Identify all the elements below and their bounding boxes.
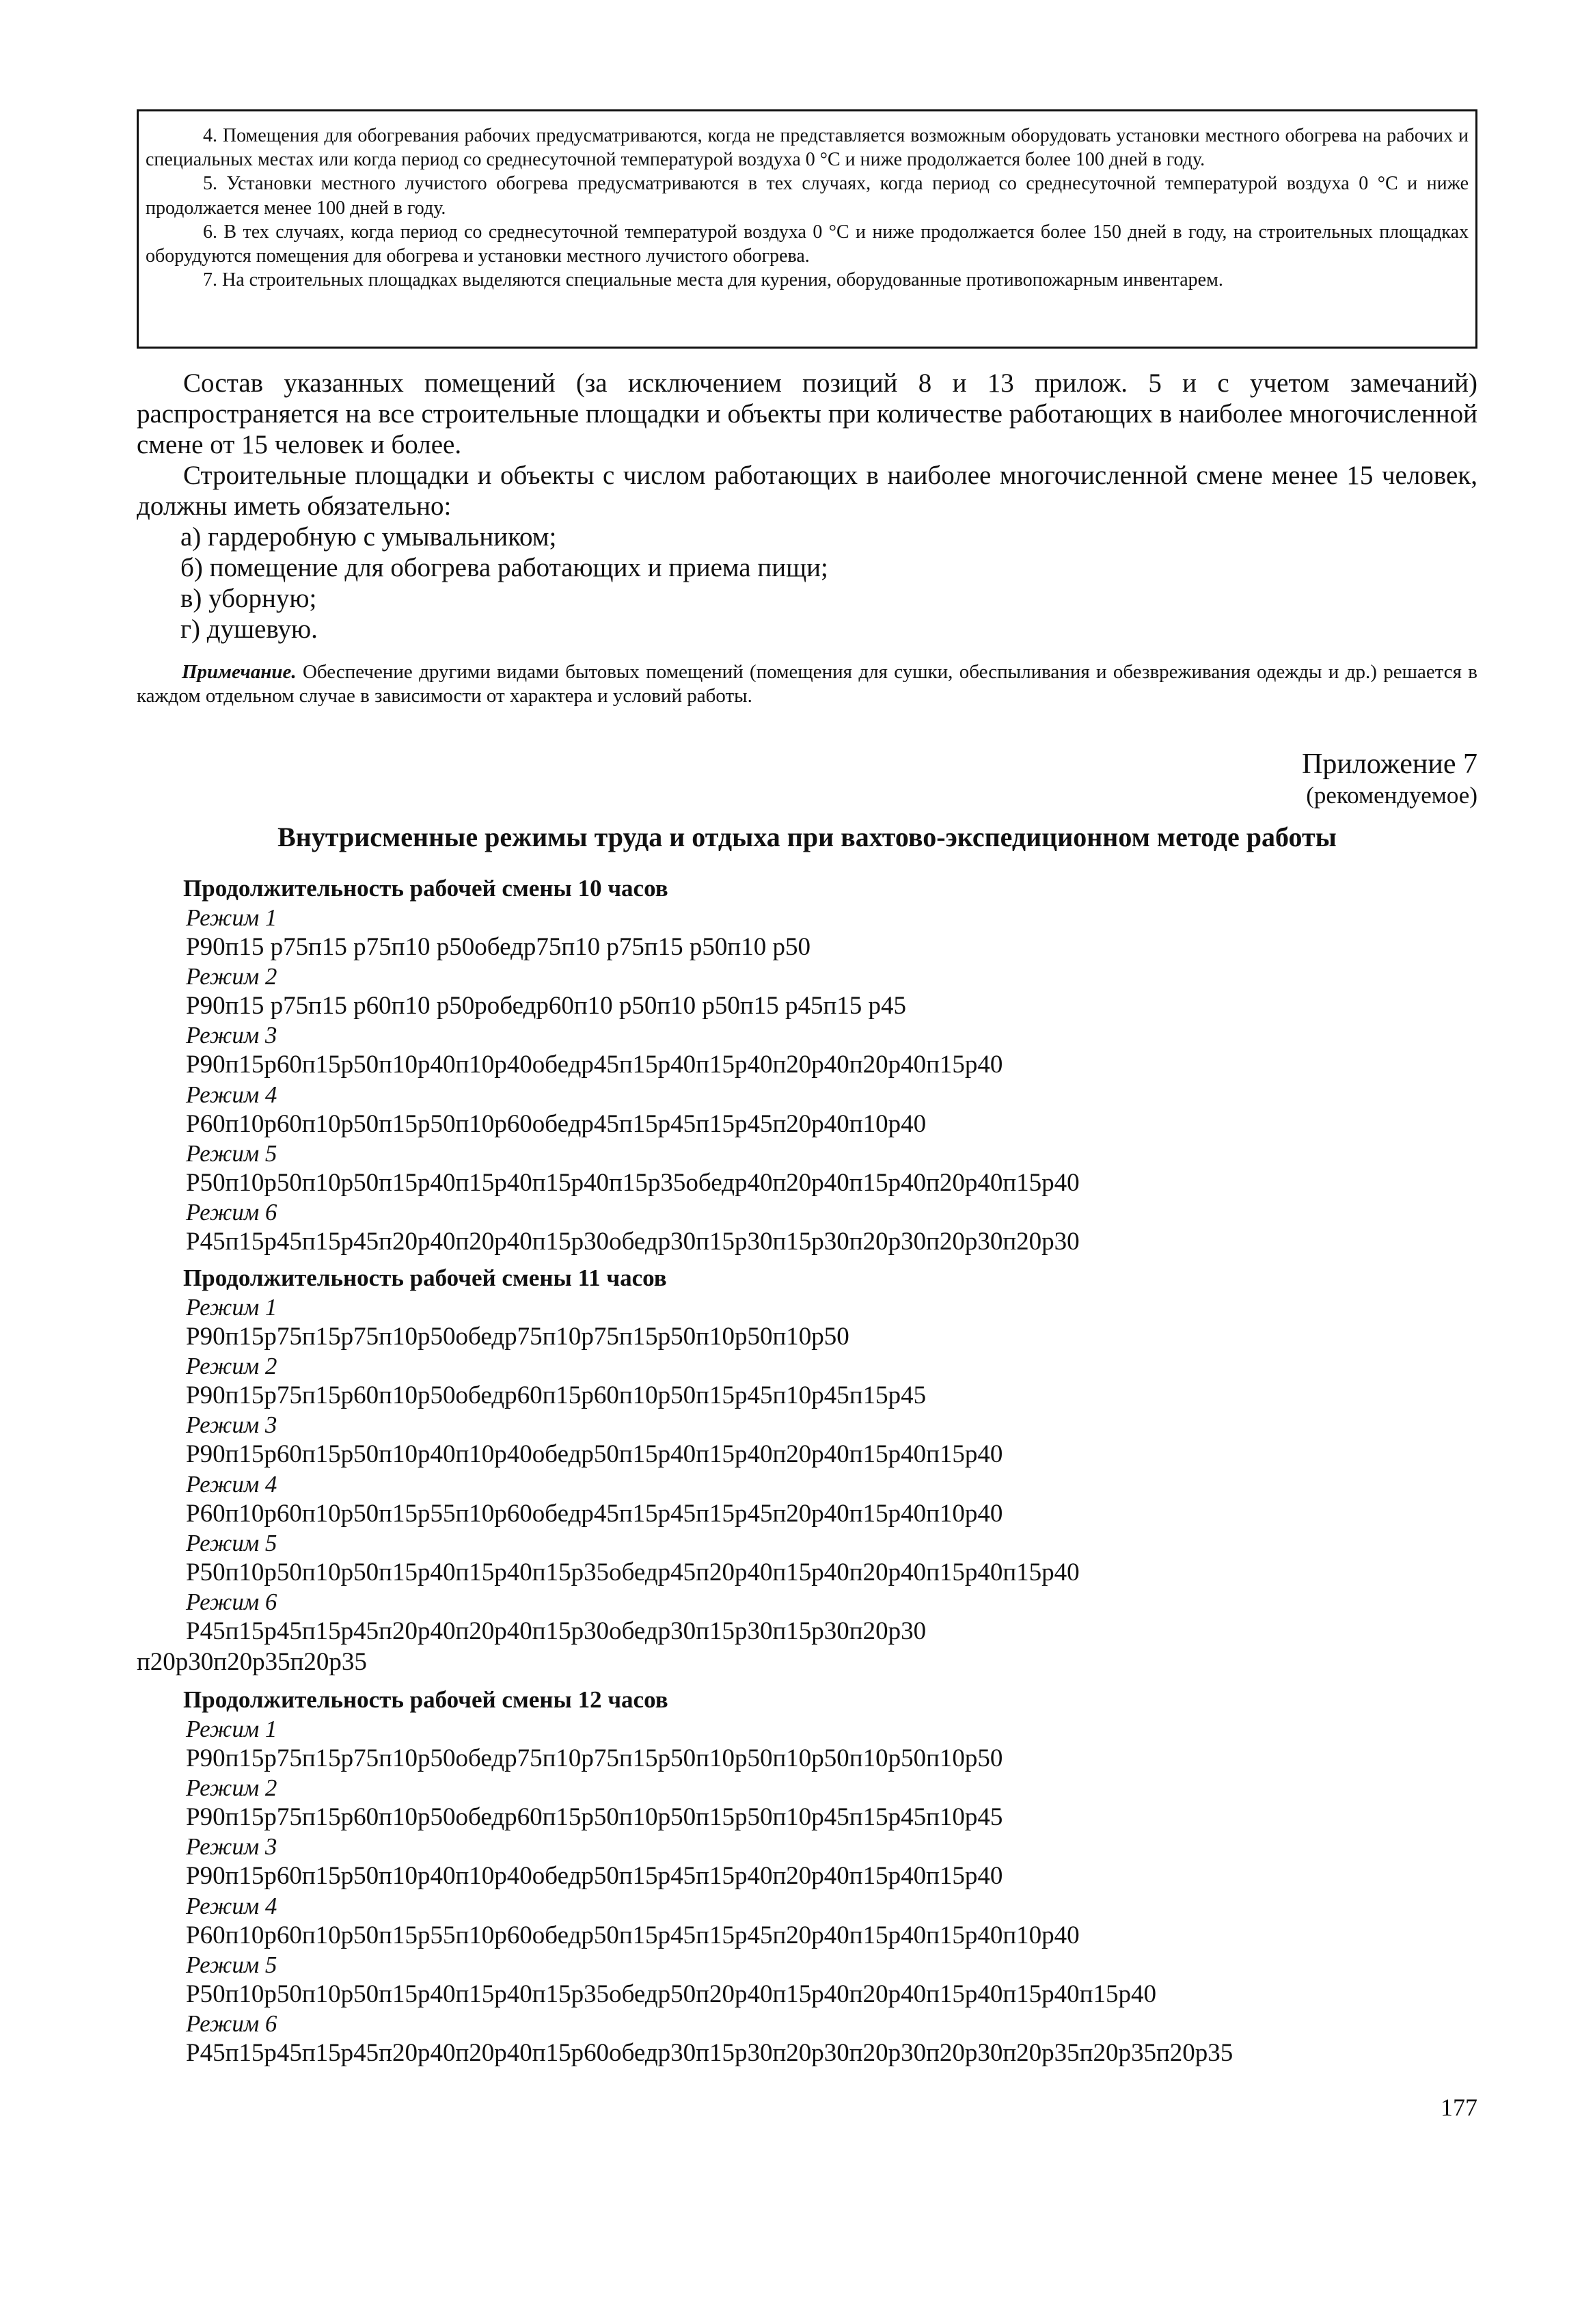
mode-sequence: Р90п15 р75п15 р75п10 р50обедр75п10 р75п15 р50п10 р50 [186,933,810,961]
mode-sequence-continuation: п20р30п20р35п20р35 [137,1648,367,1676]
mode-label: Режим 1 [186,1294,277,1321]
mode-sequence: Р50п10р50п10р50п15р40п15р40п15р35обедр50п20р40п15р40п20р40п15р40п15р40п15р40 [186,1980,1156,2008]
note-item-7: 7. На строительных площадках выделяются специальные места для курения, оборудованные противопожарным инвентарем. [203,269,1223,291]
list-item-c: в) уборную; [180,584,317,613]
list-item-a: а) гардеробную с умывальником; [180,522,557,552]
mode-label: Режим 6 [186,2010,277,2037]
section-heading-10h: Продолжительность рабочей смены 10 часов [183,875,668,902]
appendix-type: (рекомендуемое) [1306,782,1477,809]
mode-label: Режим 4 [186,1471,277,1498]
footnote [137,660,1477,708]
mode-label: Режим 4 [186,1081,277,1108]
mode-sequence: Р45п15р45п15р45п20р40п20р40п15р30обедр30п15р30п15р30п20р30п20р30п20р30 [186,1228,1080,1256]
note-item-5: 5. Установки местного лучистого обогрева предусматриваются в тех случаях, когда период со среднесуточной температурой воздуха 0 °С и ниже продолжается менее 100 дней в году. [146,173,1469,219]
mode-sequence: Р90п15р75п15р75п10р50обедр75п10р75п15р50п10р50п10р50 [186,1323,849,1351]
section-heading-12h: Продолжительность рабочей смены 12 часов [183,1686,668,1713]
mode-sequence: Р90п15р60п15р50п10р40п10р40обедр50п15р40п15р40п20р40п15р40п15р40 [186,1440,1003,1468]
mode-sequence: Р90п15р60п15р50п10р40п10р40обедр45п15р40п15р40п20р40п20р40п15р40 [186,1051,1003,1079]
page-number: 177 [1441,2094,1477,2121]
mode-label: Режим 5 [186,1140,277,1167]
footnote-label: Примечание. [182,661,297,683]
note-item-4: 4. Помещения для обогревания рабочих предусматриваются, когда не представляется возможным оборудовать установки местного обогрева на рабочих и специальных местах или когда период со среднесуточной температурой воздуха 0 °С и ниже продолжается более 100 дней в году. [146,125,1469,171]
list-item-d: г) душевую. [180,614,318,644]
mode-sequence: Р60п10р60п10р50п15р55п10р60обедр50п15р45п15р45п20р40п15р40п15р40п10р40 [186,1921,1080,1949]
appendix-title: Внутрисменные режимы труда и отдыха при вахтово-экспедиционном методе работы [277,822,1337,852]
mode-sequence: Р45п15р45п15р45п20р40п20р40п15р60обедр30п15р30п20р30п20р30п20р30п20р35п20р35п20р35 [186,2039,1233,2067]
mode-label: Режим 2 [186,1774,277,1801]
mode-sequence: Р50п10р50п10р50п15р40п15р40п15р35обедр45п20р40п15р40п20р40п15р40п15р40 [186,1558,1080,1586]
mode-sequence: Р90п15р75п15р60п10р50обедр60п15р50п10р50п15р50п10р45п15р45п10р45 [186,1803,1003,1831]
mode-label: Режим 2 [186,963,277,990]
mode-label: Режим 1 [186,1716,277,1742]
mode-label: Режим 1 [186,904,277,931]
mode-sequence: Р90п15р75п15р75п10р50обедр75п10р75п15р50п10р50п10р50п10р50п10р50 [186,1744,1003,1772]
mode-label: Режим 2 [186,1353,277,1379]
appendix-number: Приложение 7 [1302,748,1477,780]
note-item-6: 6. В тех случаях, когда период со среднесуточной температурой воздуха 0 °С и ниже продолжается более 150 дней в году, на строительных площадках оборудуются помещения для обогрева и установки местного лучистого обогрева. [146,221,1469,267]
paragraph-small-sites: Строительные площадки и объекты с числом работающих в наиболее многочисленной смене менее 15 человек, должны иметь обязательно: [137,461,1477,521]
mode-label: Режим 4 [186,1893,277,1919]
paragraph-rooms-composition: Состав указанных помещений (за исключением позиций 8 и 13 прилож. 5 и с учетом замечаний) распространяется на все строительные площадки и объекты при количестве работающих в наиболее многочисленной смене от 15 человек и более. [137,368,1477,459]
mode-sequence: Р90п15р60п15р50п10р40п10р40обедр50п15р45п15р40п20р40п15р40п15р40 [186,1862,1003,1890]
mode-sequence: Р60п10р60п10р50п15р50п10р60обедр45п15р45п15р45п20р40п10р40 [186,1110,927,1138]
mode-sequence: Р90п15 р75п15 р60п10 р50робедр60п10 р50п10 р50п15 р45п15 р45 [186,992,907,1020]
mode-sequence: Р60п10р60п10р50п15р55п10р60обедр45п15р45п15р45п20р40п15р40п10р40 [186,1500,1003,1528]
mode-label: Режим 3 [186,1411,277,1438]
mode-label: Режим 5 [186,1951,277,1978]
mode-sequence: Р50п10р50п10р50п15р40п15р40п15р40п15р35обедр40п20р40п15р40п20р40п15р40 [186,1169,1080,1197]
mode-label: Режим 3 [186,1022,277,1049]
footnote-text: Обеспечение другими видами бытовых помещений (помещения для сушки, обеспыливания и обезвреживания одежды и др.) решается в каждом отдельном случае в зависимости от характера и условий работы. [137,661,1477,707]
list-item-b: б) помещение для обогрева работающих и приема пищи; [180,553,828,582]
mode-label: Режим 6 [186,1199,277,1226]
mode-label: Режим 3 [186,1833,277,1860]
section-heading-11h: Продолжительность рабочей смены 11 часов [183,1265,667,1291]
notes-box [137,109,1477,349]
mode-sequence: Р90п15р75п15р60п10р50обедр60п15р60п10р50п15р45п10р45п15р45 [186,1381,927,1409]
mode-label: Режим 5 [186,1530,277,1556]
mode-sequence: Р45п15р45п15р45п20р40п20р40п15р30обедр30п15р30п15р30п20р30 [186,1617,927,1645]
mode-label: Режим 6 [186,1589,277,1615]
